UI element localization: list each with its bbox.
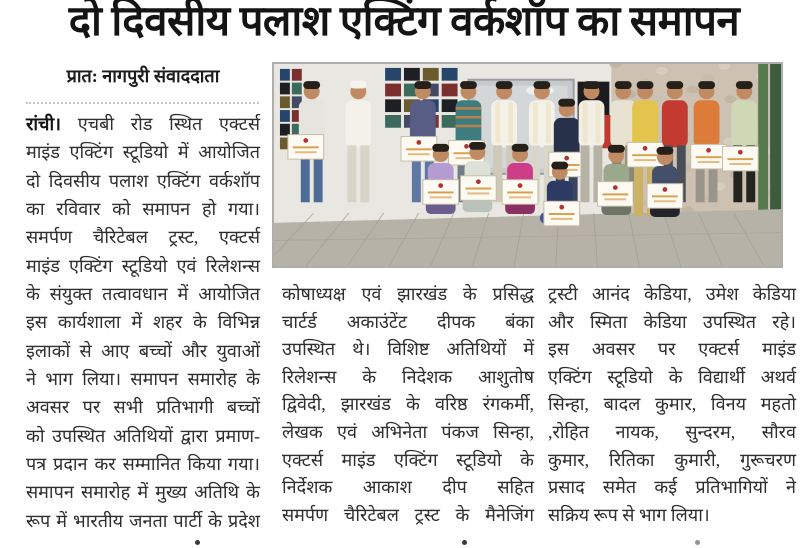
body-text-line: द्विवेदी, झारखंड के वरिष्ठ रंगकर्मी, <box>282 394 534 415</box>
body-text-line: कुमार, रितिका कुमारी, गुरूचरण <box>548 449 796 470</box>
certificate <box>647 184 683 209</box>
body-text-line: उपस्थित थे। विशिष्ट अतिथियों में <box>282 339 534 360</box>
news-photo <box>272 62 783 268</box>
body-text-line: ने भाग लिया। समापन समारोह के <box>26 369 260 390</box>
body-text-line: निर्देशक आकाश दीप सहित <box>282 477 534 498</box>
certificate <box>461 176 497 201</box>
body-text-line: रिलेशन्स के निदेशक आशुतोष <box>282 366 534 387</box>
body-text-line: इलाकों से आए बच्चों और युवाओं <box>26 340 260 361</box>
certificate <box>691 144 727 169</box>
cutoff-text-dot <box>195 540 200 545</box>
byline-divider <box>26 102 259 104</box>
body-text-line: का रविवार को समापन हो गया। <box>26 199 260 220</box>
first-line-text: एचबी रोड स्थित एक्टर्स <box>60 114 260 134</box>
certificate <box>502 180 538 205</box>
body-text-line: एक्टिंग स्टूडियो के विद्यार्थी अथर्व <box>548 366 796 387</box>
body-text-line: एक्टर्स माइंड एक्टिंग स्टूडियो के <box>282 449 534 470</box>
body-text-line: इस कार्यशाला में शहर के विभिन्न <box>26 312 260 333</box>
certificate <box>722 146 758 171</box>
cutoff-text-dot <box>462 540 467 545</box>
article-column-right <box>548 281 796 529</box>
dateline: रांची। <box>26 114 61 134</box>
certificate <box>423 180 459 205</box>
left-column-lines <box>26 138 260 535</box>
body-text-line: लेखक एवं अभिनेता पंकज सिन्हा, <box>282 421 534 442</box>
article-byline: प्रात: नागपुरी संवाददाता <box>66 66 220 86</box>
body-text-line: के संयुक्त तत्वावधान में आयोजित <box>26 284 260 305</box>
body-text-line: पत्र प्रदान कर सम्मानित किया गया। <box>26 454 260 475</box>
certificate <box>544 201 580 226</box>
body-text-line: समर्पण चैरिटेबल ट्रस्ट के मैनेजिंग <box>282 504 534 525</box>
body-text-line: समर्पण चैरिटेबल ट्रस्ट, एक्टर्स <box>26 227 260 248</box>
certificate <box>597 182 633 207</box>
news-photo-svg <box>274 64 781 266</box>
body-first-line <box>26 110 260 138</box>
article-column-middle <box>282 281 534 529</box>
cutoff-text-dot <box>695 540 700 545</box>
article-headline: दो दिवसीय पलाश एक्टिंग वर्कशॉप का समापन <box>68 0 740 45</box>
body-text-line: चार्टर्ड अकाउंटेंट दीपक बंका <box>282 311 534 332</box>
body-text-line: रूप में भारतीय जनता पार्टी के प्रदेश <box>26 510 260 531</box>
body-text-line: माइंड एक्टिंग स्टूडियो में आयोजित <box>26 142 260 163</box>
article-column-left <box>26 110 260 535</box>
body-text-line: इस अवसर पर एक्टर्स माइंड <box>548 339 796 360</box>
body-text-line: ,रोहित नायक, सुन्दरम, सौरव <box>548 421 796 442</box>
body-text-line: को उपस्थित अतिथियों द्वारा प्रमाण- <box>26 425 260 446</box>
body-text-line: माइंड एक्टिंग स्टूडियो एवं रिलेशन्स <box>26 255 260 276</box>
certificate <box>401 137 437 162</box>
body-text-line: सक्रिय रूप से भाग लिया। <box>548 504 710 525</box>
body-text-line: ट्रस्टी आनंद केडिया, उमेश केडिया <box>548 284 796 304</box>
body-text-line: अवसर पर सभी प्रतिभागी बच्चों <box>26 397 260 418</box>
body-text-line: सिन्हा, बादल कुमार, विनय महतो <box>548 394 796 415</box>
body-text-line: और स्मिता केडिया उपस्थित रहे। <box>548 311 796 332</box>
body-text-line: दो दिवसीय पलाश एक्टिंग वर्कशॉप <box>26 170 260 191</box>
body-text-line: कोषाध्यक्ष एवं झारखंड के प्रसिद्ध <box>282 284 534 304</box>
certificate <box>288 135 324 160</box>
body-text-line: समापन समारोह में मुख्य अतिथि के <box>26 482 260 503</box>
body-text-line: प्रसाद समेत कई प्रतिभागियों ने <box>548 477 796 498</box>
